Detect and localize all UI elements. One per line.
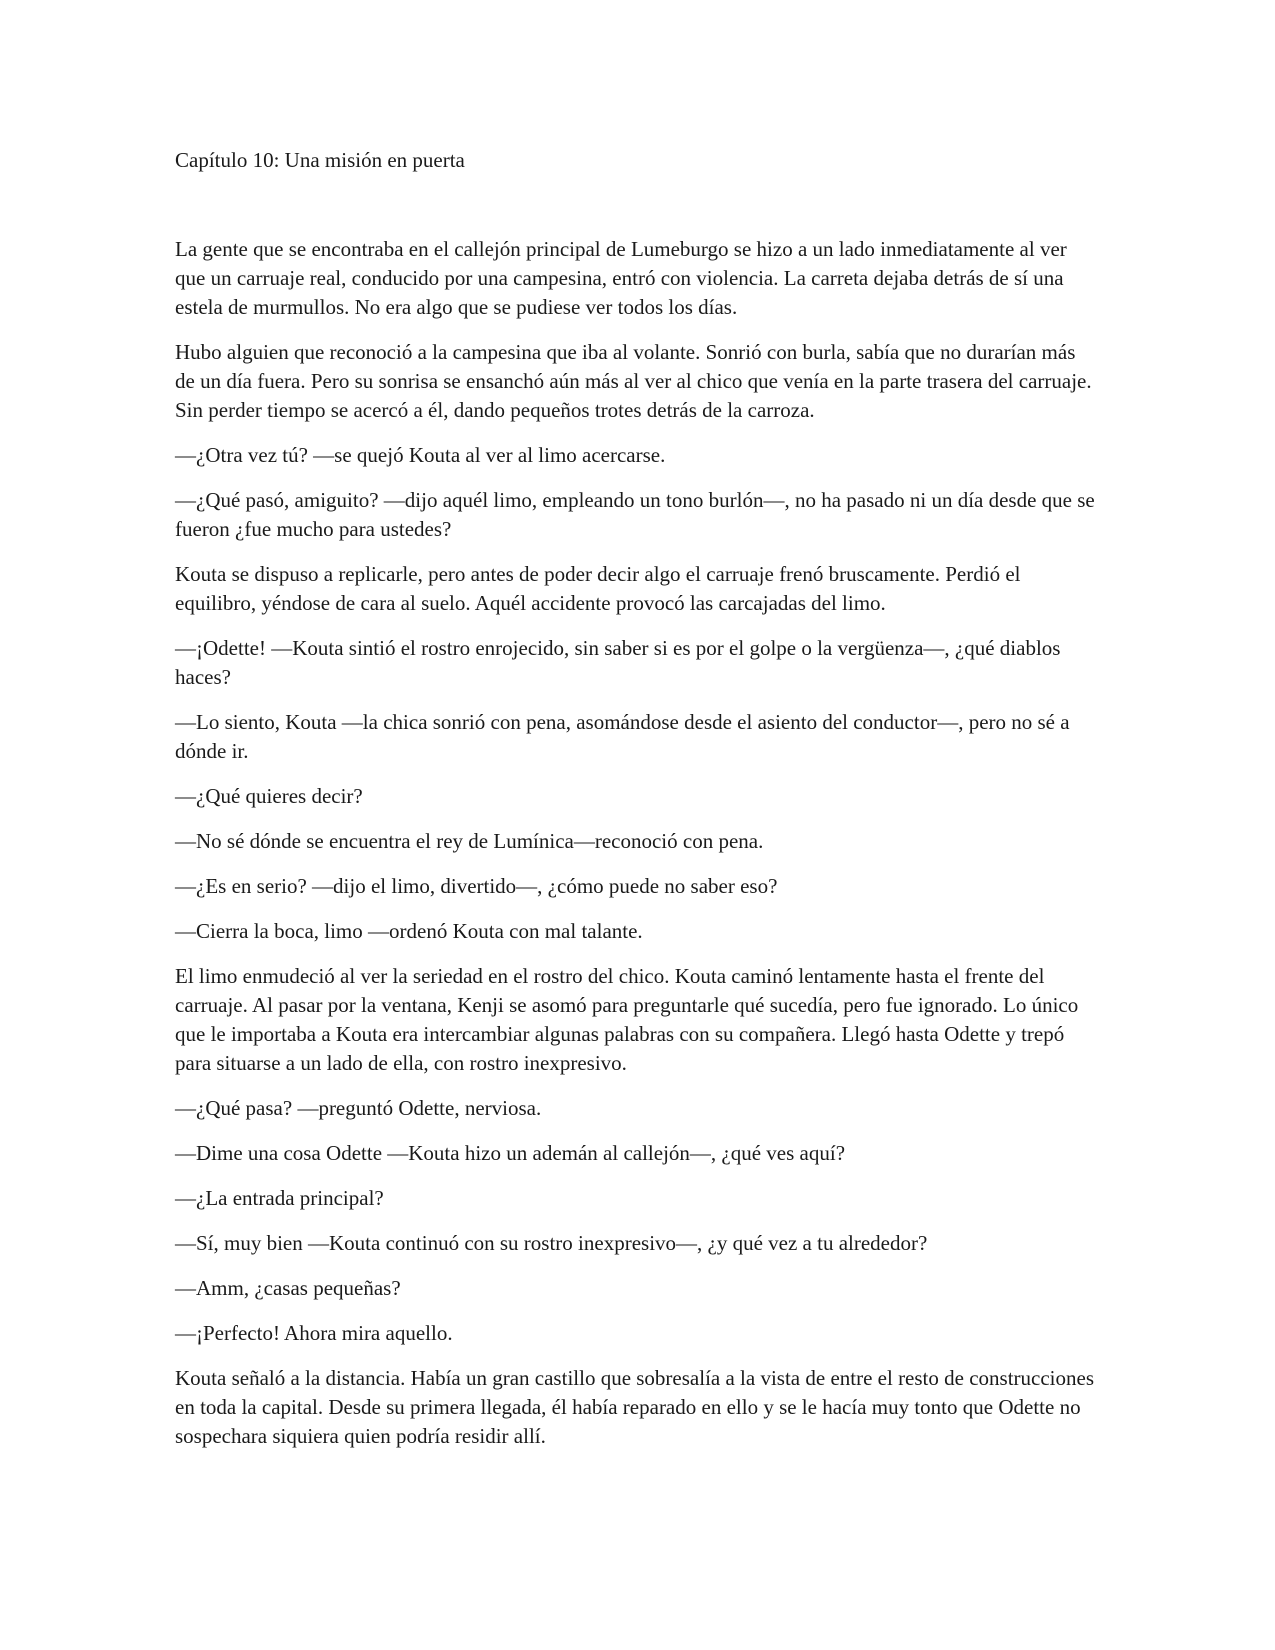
paragraph: —Sí, muy bien —Kouta continuó con su rostro inexpresivo—, ¿y qué vez a tu alrededor? [175,1231,928,1255]
paragraph: La gente que se encontraba en el callejón principal de Lumeburgo se hizo a un lado inmediatamente al ver que un carruaje real, conducido por una campesina, entró con violencia. La carreta dejaba detrás de sí una estela de murmullos. No era algo que se pudiese ver todos los días. [175,237,1067,319]
paragraph: —No sé dónde se encuentra el rey de Lumínica—reconoció con pena. [175,829,764,853]
paragraph: —Amm, ¿casas pequeñas? [175,1276,401,1300]
paragraph: —Lo siento, Kouta —la chica sonrió con pena, asomándose desde el asiento del conductor—, pero no sé a dónde ir. [175,710,1070,763]
paragraph: El limo enmudeció al ver la seriedad en el rostro del chico. Kouta caminó lentamente hasta el frente del carruaje. Al pasar por la ventana, Kenji se asomó para preguntarle qué sucedía, pero fue ignorado. Lo único que le importaba a Kouta era intercambiar algunas palabras con su compañera. Llegó hasta Odette y trepó para situarse a un lado de ella, con rostro inexpresivo. [175,964,1079,1075]
paragraph: —¿La entrada principal? [175,1186,384,1210]
paragraph: Kouta señaló a la distancia. Había un gran castillo que sobresalía a la vista de entre el resto de construcciones en toda la capital. Desde su primera llegada, él había reparado en ello y se le hacía muy tonto que Odette no sospechara siquiera quien podría residir allí. [175,1366,1094,1448]
chapter-title: Capítulo 10: Una misión en puerta [175,148,465,172]
paragraph: —¡Perfecto! Ahora mira aquello. [175,1321,453,1345]
paragraph: —¿Otra vez tú? —se quejó Kouta al ver al limo acercarse. [175,443,666,467]
paragraph: Kouta se dispuso a replicarle, pero antes de poder decir algo el carruaje frenó bruscamente. Perdió el equilibro, yéndose de cara al suelo. Aquél accidente provocó las carcajadas del limo. [175,562,1021,615]
paragraph: —Dime una cosa Odette —Kouta hizo un ademán al callejón—, ¿qué ves aquí? [175,1141,846,1165]
paragraph: —¿Qué pasa? —preguntó Odette, nerviosa. [175,1096,542,1120]
paragraph: —¡Odette! —Kouta sintió el rostro enrojecido, sin saber si es por el golpe o la vergüenza—, ¿qué diablos haces? [175,636,1061,689]
paragraph: Hubo alguien que reconoció a la campesina que iba al volante. Sonrió con burla, sabía que no durarían más de un día fuera. Pero su sonrisa se ensanchó aún más al ver al chico que venía en la parte trasera del carruaje. Sin perder tiempo se acercó a él, dando pequeños trotes detrás de la carroza. [175,340,1092,422]
paragraph: —¿Qué pasó, amiguito? —dijo aquél limo, empleando un tono burlón—, no ha pasado ni un día desde que se fueron ¿fue mucho para ustedes? [175,488,1095,541]
document-body [175,235,1095,1467]
document-page [175,0,1095,1650]
paragraph: —¿Es en serio? —dijo el limo, divertido—, ¿cómo puede no saber eso? [175,874,778,898]
paragraph: —Cierra la boca, limo —ordenó Kouta con mal talante. [175,919,643,943]
paragraph: —¿Qué quieres decir? [175,784,363,808]
